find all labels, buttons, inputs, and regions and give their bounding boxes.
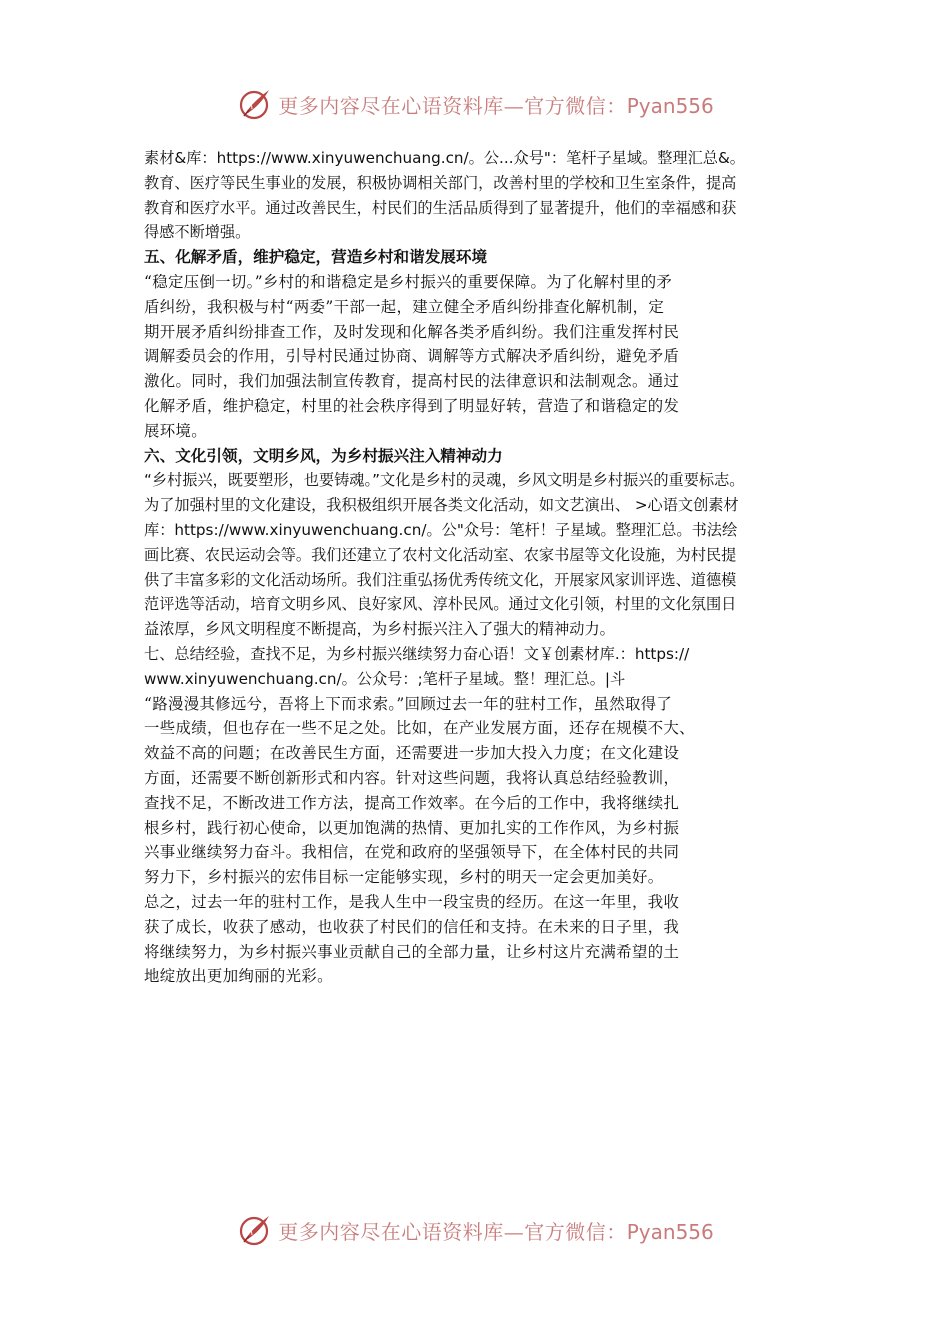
- header-wechat-id: Pyan556: [626, 93, 714, 118]
- text-line: 努力下，乡村振兴的宏伟目标一定能够实现，乡村的明天一定会更加美好。: [144, 868, 664, 887]
- text-line: 效益不高的问题；在改善民生方面，还需要进一步加大投入力度；在文化建设: [144, 744, 680, 763]
- header-watermark-banner: [0, 84, 950, 124]
- section-heading: 五、化解矛盾，维护稳定，营造乡村和谐发展环境: [144, 248, 488, 267]
- text-line: 查找不足，不断改进工作方法，提高工作效率。在今后的工作中，我将继续扎: [144, 793, 680, 812]
- text-line: 调解委员会的作用，引导村民通过协商、调解等方式解决矛盾纠纷，避免矛盾: [144, 347, 680, 366]
- text-line: 为了加强村里的文化建设，我积极组织开展各类文化活动，如文艺演出、 >心语文创素材: [144, 496, 739, 515]
- text-line: “乡村振兴，既要塑形，也要铸魂。”文化是乡村的灵魂，乡风文明是乡村振兴的重要标志。: [144, 471, 745, 490]
- footer-wechat-id: Pyan556: [626, 1219, 714, 1244]
- document-body: [144, 146, 812, 989]
- header-banner-text: [278, 90, 714, 119]
- text-line: 一些成绩，但也存在一些不足之处。比如，在产业发展方面，还存在规模不大、: [144, 719, 695, 738]
- text-line: 素材&库：https://www.xinyuwenchuang.cn/。公...众号"：笔杆子星域。整理汇总&。: [144, 149, 745, 167]
- footer-banner-text: [278, 1216, 714, 1245]
- text-line: 得感不断增强。: [144, 223, 251, 242]
- text-line: 地绽放出更加绚丽的光彩。: [144, 967, 333, 986]
- text-line: 展环境。: [144, 421, 207, 440]
- text-line: 激化。同时，我们加强法制宣传教育，提高村民的法律意识和法制观念。通过: [144, 372, 680, 391]
- text-line: 盾纠纷，我积极与村“两委”干部一起，建立健全矛盾纠纷排查化解机制，定: [144, 297, 665, 316]
- text-line: 获了成长，收获了感动，也收获了村民们的信任和支持。在未来的日子里，我: [144, 917, 680, 936]
- text-line: 根乡村，践行初心使命，以更加饱满的热情、更加扎实的工作作风，为乡村振: [144, 818, 680, 837]
- text-line: 兴事业继续努力奋斗。我相信，在党和政府的坚强领导下，在全体村民的共同: [144, 843, 680, 862]
- header-banner-inner: [236, 86, 714, 122]
- text-line: 范评选等活动，培育文明乡风、良好家风、淳朴民风。通过文化引领，村里的文化氛围日: [144, 595, 737, 614]
- header-banner-label: 更多内容尽在心语资料库—官方微信：: [278, 93, 627, 118]
- text-line: 益浓厚，乡风文明程度不断提高，为乡村振兴注入了强大的精神动力。: [144, 620, 615, 639]
- text-line: 总之，过去一年的驻村工作，是我人生中一段宝贵的经历。在这一年里，我收: [144, 892, 680, 911]
- quill-pen-logo-icon: [236, 1212, 272, 1248]
- text-line: 将继续努力，为乡村振兴事业贡献自己的全部力量，让乡村这片充满希望的土: [144, 942, 680, 961]
- text-line: 画比赛、农民运动会等。我们还建立了农村文化活动室、农家书屋等文化设施，为村民提: [144, 545, 737, 564]
- footer-banner-inner: [236, 1212, 714, 1248]
- text-line: 供了丰富多彩的文化活动场所。我们注重弘扬优秀传统文化，开展家风家训评选、道德模: [144, 570, 737, 589]
- text-line: “路漫漫其修远兮，吾将上下而求索。”回顾过去一年的驻村工作，虽然取得了: [144, 694, 673, 713]
- text-line: 方面，还需要不断创新形式和内容。针对这些问题，我将认真总结经验教训，: [144, 768, 680, 787]
- footer-watermark-banner: [0, 1210, 950, 1250]
- text-line: www.xinyuwenchuang.cn/。公众号：;笔杆子星域。整！理汇总。|斗: [144, 669, 626, 688]
- text-line: 教育、医疗等民生事业的发展，积极协调相关部门，改善村里的学校和卫生室条件，提高: [144, 173, 737, 192]
- text-line: 期开展矛盾纠纷排查工作，及时发现和化解各类矛盾纠纷。我们注重发挥村民: [144, 322, 680, 341]
- quill-pen-logo-icon: [236, 86, 272, 122]
- text-line: “稳定压倒一切。”乡村的和谐稳定是乡村振兴的重要保障。为了化解村里的矛: [144, 272, 673, 291]
- text-line: 库：https://www.xinyuwenchuang.cn/。公"众号：笔杆！子星域。整理汇总。书法绘: [144, 520, 738, 539]
- section-heading: 六、文化引领，文明乡风，为乡村振兴注入精神动力: [144, 446, 503, 465]
- text-line: 教育和医疗水平。通过改善民生，村民们的生活品质得到了显著提升，他们的幸福感和获: [144, 198, 737, 217]
- text-line: 七、总结经验，查找不足，为乡村振兴继续努力奋心语！文￥创素材库.：https://: [144, 644, 690, 663]
- footer-banner-label: 更多内容尽在心语资料库—官方微信：: [278, 1219, 627, 1244]
- text-line: 化解矛盾，维护稳定，村里的社会秩序得到了明显好转，营造了和谐稳定的发: [144, 396, 680, 415]
